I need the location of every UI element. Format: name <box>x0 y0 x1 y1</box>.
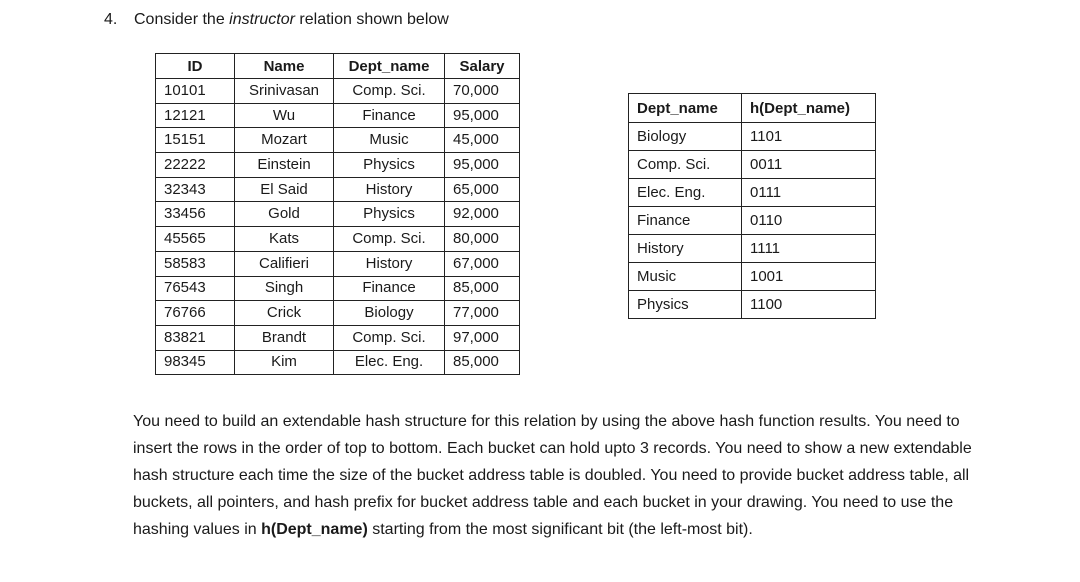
cell-name: Singh <box>235 276 334 301</box>
cell-dept-name: History <box>334 251 445 276</box>
cell-dept-name: Comp. Sci. <box>334 79 445 104</box>
cell-salary: 77,000 <box>445 301 520 326</box>
cell-salary: 92,000 <box>445 202 520 227</box>
table-row <box>156 227 520 252</box>
table-row <box>156 251 520 276</box>
cell-name: Gold <box>235 202 334 227</box>
table-row <box>629 151 876 179</box>
cell-hash-value: 0011 <box>742 151 876 179</box>
cell-name: Einstein <box>235 153 334 178</box>
cell-id: 22222 <box>156 153 235 178</box>
cell-salary: 80,000 <box>445 227 520 252</box>
cell-salary: 95,000 <box>445 153 520 178</box>
table-row <box>156 276 520 301</box>
cell-dept-name: Physics <box>334 153 445 178</box>
question-prefix: Consider the <box>134 11 230 28</box>
cell-dept-name: Finance <box>629 207 742 235</box>
cell-name: Kim <box>235 350 334 375</box>
cell-id: 76766 <box>156 301 235 326</box>
cell-id: 33456 <box>156 202 235 227</box>
cell-id: 76543 <box>156 276 235 301</box>
instructor-header-row <box>156 54 520 79</box>
cell-id: 58583 <box>156 251 235 276</box>
cell-name: Brandt <box>235 325 334 350</box>
table-row <box>629 123 876 151</box>
cell-hash-value: 0111 <box>742 179 876 207</box>
header-dept-name: Dept_name <box>334 54 445 79</box>
cell-id: 10101 <box>156 79 235 104</box>
cell-name: Mozart <box>235 128 334 153</box>
table-row <box>629 235 876 263</box>
cell-salary: 45,000 <box>445 128 520 153</box>
hash-header-row <box>629 94 876 123</box>
cell-dept-name: Physics <box>629 291 742 319</box>
cell-id: 98345 <box>156 350 235 375</box>
cell-id: 45565 <box>156 227 235 252</box>
header-name: Name <box>235 54 334 79</box>
table-row <box>156 325 520 350</box>
table-row <box>629 207 876 235</box>
hash-function-table <box>628 93 876 319</box>
cell-dept-name: History <box>629 235 742 263</box>
cell-name: Srinivasan <box>235 79 334 104</box>
question-heading <box>104 9 449 31</box>
cell-hash-value: 1111 <box>742 235 876 263</box>
table-row <box>629 291 876 319</box>
cell-name: Califieri <box>235 251 334 276</box>
table-row <box>629 263 876 291</box>
question-suffix: relation shown below <box>294 11 449 28</box>
table-row <box>156 177 520 202</box>
cell-id: 15151 <box>156 128 235 153</box>
cell-salary: 85,000 <box>445 350 520 375</box>
table-row <box>156 103 520 128</box>
table-row <box>156 350 520 375</box>
cell-dept-name: Music <box>334 128 445 153</box>
cell-name: Wu <box>235 103 334 128</box>
cell-hash-value: 1100 <box>742 291 876 319</box>
cell-dept-name: Biology <box>629 123 742 151</box>
cell-dept-name: Biology <box>334 301 445 326</box>
cell-dept-name: Music <box>629 263 742 291</box>
cell-dept-name: Finance <box>334 103 445 128</box>
header-id: ID <box>156 54 235 79</box>
cell-name: Crick <box>235 301 334 326</box>
table-row <box>156 301 520 326</box>
cell-dept-name: Elec. Eng. <box>334 350 445 375</box>
instructions-paragraph <box>133 408 993 543</box>
cell-salary: 85,000 <box>445 276 520 301</box>
table-row <box>156 153 520 178</box>
cell-dept-name: Comp. Sci. <box>629 151 742 179</box>
question-emphasis: instructor <box>229 11 295 28</box>
instructions-bold-hash: h(Dept_name) <box>261 521 368 538</box>
cell-salary: 70,000 <box>445 79 520 104</box>
cell-salary: 67,000 <box>445 251 520 276</box>
table-row <box>156 202 520 227</box>
instructions-text-1: You need to build an extendable hash structure for this relation by using the above hash function results. You need to insert the rows in the order of top to bottom. Each bucket can hold upto 3 records. You need to show a new extendable hash structure each time the size of the bucket address table is doubled. You need to provide bucket address table, all buckets, all pointers, and hash prefix for bucket address table and each bucket in your drawing. You need to use the hashing values in <box>133 413 972 538</box>
cell-name: Kats <box>235 227 334 252</box>
cell-name: El Said <box>235 177 334 202</box>
header-dept-name: Dept_name <box>629 94 742 123</box>
cell-hash-value: 0110 <box>742 207 876 235</box>
cell-id: 12121 <box>156 103 235 128</box>
cell-salary: 65,000 <box>445 177 520 202</box>
table-row <box>156 79 520 104</box>
cell-dept-name: History <box>334 177 445 202</box>
cell-dept-name: Comp. Sci. <box>334 325 445 350</box>
cell-salary: 95,000 <box>445 103 520 128</box>
question-number: 4. <box>104 11 118 28</box>
cell-salary: 97,000 <box>445 325 520 350</box>
table-row <box>156 128 520 153</box>
instructor-table <box>155 53 520 375</box>
cell-dept-name: Finance <box>334 276 445 301</box>
cell-dept-name: Elec. Eng. <box>629 179 742 207</box>
cell-id: 83821 <box>156 325 235 350</box>
header-hash-value: h(Dept_name) <box>742 94 876 123</box>
cell-hash-value: 1001 <box>742 263 876 291</box>
cell-dept-name: Comp. Sci. <box>334 227 445 252</box>
header-salary: Salary <box>445 54 520 79</box>
cell-dept-name: Physics <box>334 202 445 227</box>
cell-hash-value: 1101 <box>742 123 876 151</box>
table-row <box>629 179 876 207</box>
instructions-text-2: starting from the most significant bit (the left-most bit). <box>367 521 753 538</box>
cell-id: 32343 <box>156 177 235 202</box>
